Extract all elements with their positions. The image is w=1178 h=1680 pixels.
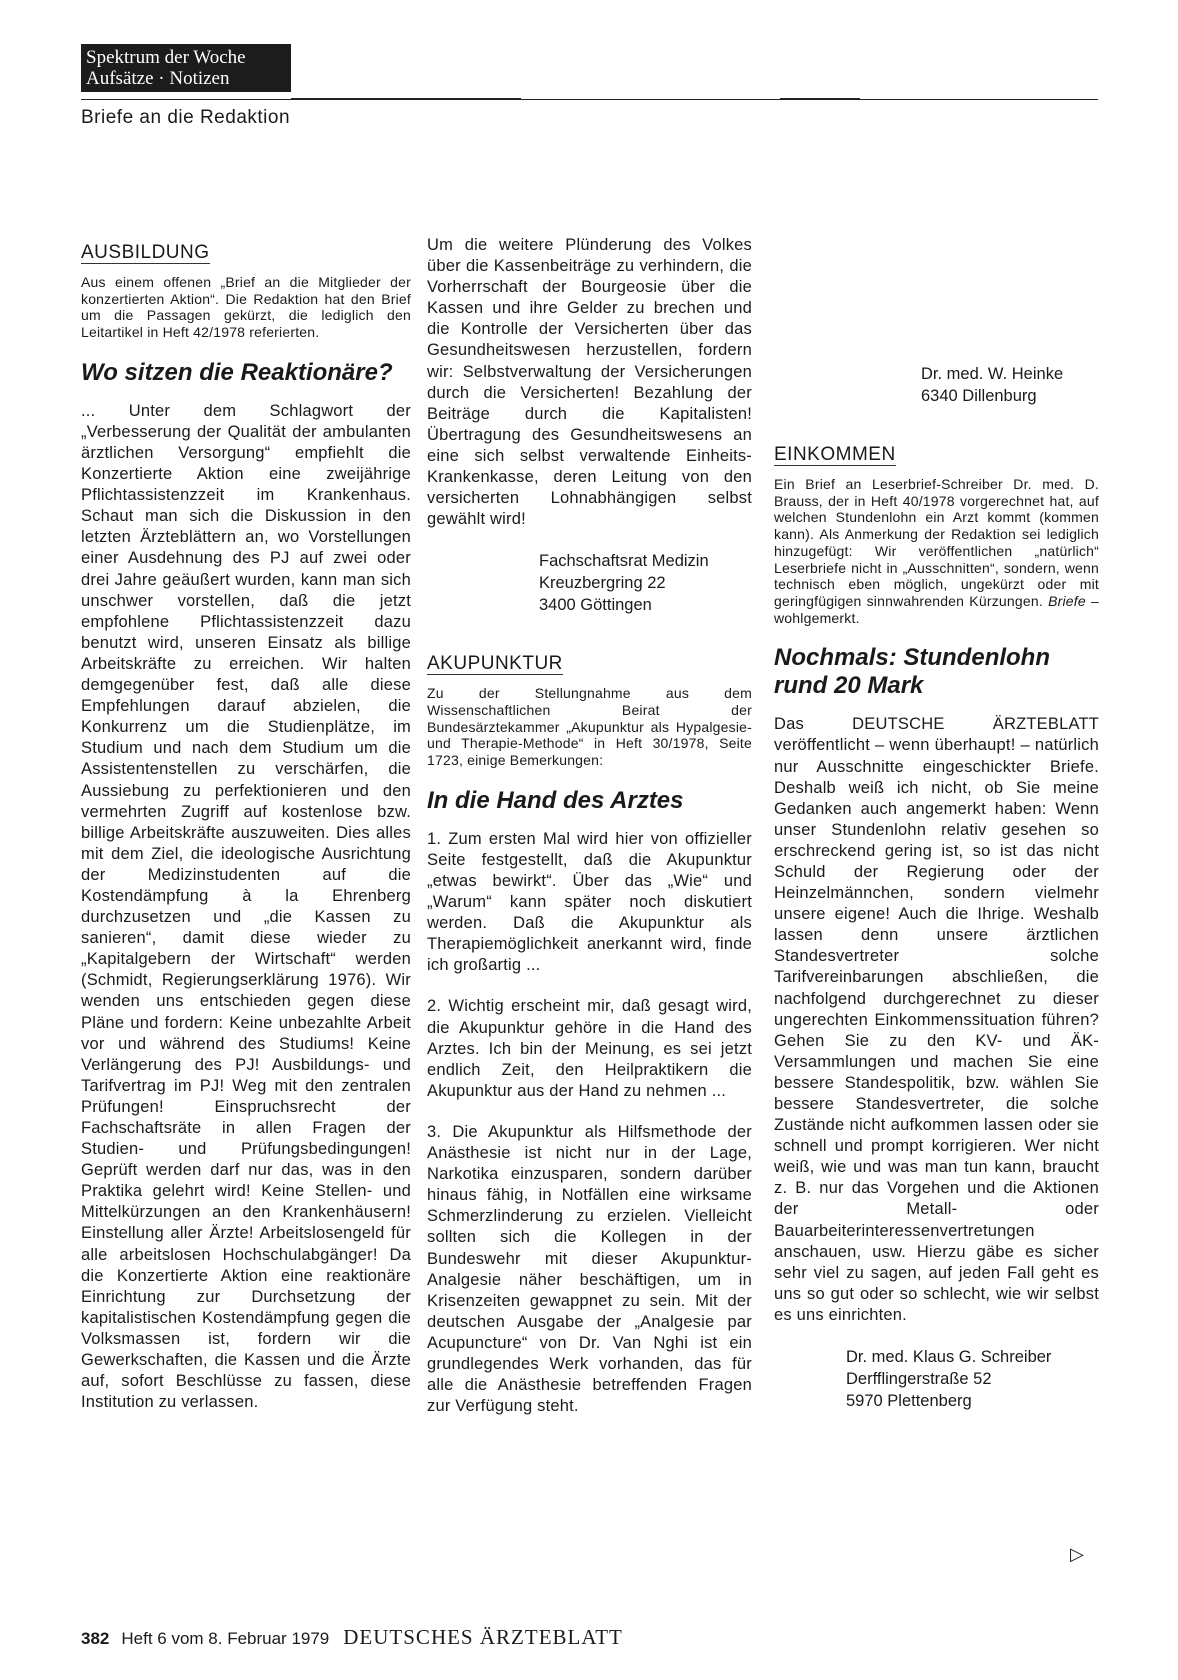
header-rule [81,99,1098,100]
article3-headline: Nochmals: Stundenlohn rund 20 Mark [774,644,1050,700]
sig-line: Derfflingerstraße 52 [846,1370,992,1389]
page-number: 382 [81,1629,110,1648]
article1-intro: Aus einem offenen „Brief an die Mitglieder der konzertierten Aktion“. Die Redaktion hat den Brief um die Passagen gekürzt, die lediglich den Leitartikel in Heft 42/1978 referierten. [81,274,411,341]
article1-body-1: ... Unter dem Schlagwort der „Verbesserung der Qualität der ambulanten ärztlichen Versorgung“ empfiehlt die Konzertierte Aktion eine zweijährige Pflichtassistenzzeit im Krankenhaus. Schaut man sich die Diskussion in den letzten Ärzteblättern an, wo Vorstellungen einer Ausdehnung des PJ auf zwei oder drei Jahre geäußert wurden, kann man sich unschwer vorstellen, daß die jetzt empfohlene Pflichtassistenzzeit dazu benutzt wird, unseren Einsatz als billige Arbeitskräfte zu erreichen. Wir halten demgegenüber fest, daß alle diese Empfehlungen darauf abzielen, die Konkurrenz um die Studienplätze, im Studium und nach dem Studium um die Assistentenstellen zu verschärfen, die Aussiebung zu perfektionieren und den vermehrten Zugriff auf kostenlose bzw. billige Arbeitskräfte auszuweiten. Dies alles mit dem Ziel, die ideologische Ausrichtung der Medizinstudenten auf die Kostendämpfung à la Ehrenberg durchzusetzen und „die Kassen zu sanieren“, damit diese wieder zu „Kapitalgebern der Wirtschaft“ werden (Schmidt, Regierungserklärung 1976). Wir wenden uns entschieden gegen diese Pläne und fordern: Keine unbezahlte Arbeit vor und während des Studiums! Keine Verlängerung des PJ! Ausbildungs- und Tarifvertrag im PJ! Weg mit den zentralen Prüfungen! Einspruchsrecht der Fachschaftsräte in allen Fragen der Studien- und Prüfungsbedingungen! Geprüft werden darf nur das, was in den Praktika gelehrt wird! Keine Stellen- und Mittelkürzungen an den Krankenhäusern! Einstellung aller Ärzte! Arbeitslosengeld für alle arbeitslosen Hochschulabgänger! Da die Konzertierte Aktion eine reaktionäre Einrichtung zur Durchsetzung der kapitalistischen Kostendämpfung gegen die Volksmassen ist, fordern wir die Gewerkschaften, die Kassen und die Ärzte auf, sofort Beschlüsse zu fassen, diese Institution zu verlassen. [81,401,411,1412]
article2-intro: Zu der Stellungnahme aus dem Wissenschaftlichen Beirat der Bundesärztekammer „Akupunktur als Hypalgesie- und Therapie-Methode“ in Heft 30/1978, Seite 1723, einige Bemerkungen: [427,685,752,769]
sig-line: Dr. med. Klaus G. Schreiber [846,1348,1052,1367]
badge-line-1: Spektrum der Woche [86,47,246,68]
article3-intro [774,476,1099,626]
article2-para-2: 2. Wichtig erscheint mir, daß gesagt wird, die Akupunktur gehöre in die Hand des Arztes. Ich bin der Meinung, es sei jetzt endlich Zeit, den Heilpraktikern die Akupunktur aus der Hand zu nehmen ... [427,997,752,1100]
article3-body: Das DEUTSCHE ÄRZTEBLATT veröffentlicht – wenn überhaupt! – natürlich nur Ausschnitte eingeschickter Briefe. Deshalb weiß ich nicht, ob Sie meine Gedanken auch angemerkt haben: Wenn unser Stundenlohn relativ gesehen so erschreckend gering ist, so ist das nicht Schuld der Regierung oder der Heinzelmännchen, sondern vielmehr unsere eigene! Auch die Ihrige. Weshalb lassen denn unsere ärztlichen Standesvertreter solche Tarifvereinbarungen abschließen, die nachfolgend durchgerechnet zu dieser ungerechten Einkommenssituation führen? Gehen Sie zu den KV- und ÄK-Versammlungen und machen Sie eine bessere Standespolitik, bzw. wählen Sie bessere Standesvertreter, die solche Zustände nicht aufkommen lassen oder sie schnell und prompt korrigieren. Wer nicht weiß, wie und was man tun kann, braucht z. B. nur das Vorgehen und die Aktionen der Metall- oder Bauarbeiterinteressenvertretungen anschauen, usw. Hierzu gäbe es sicher sehr viel zu sagen, auf jeden Fall geht es uns so gut oder so schlecht, wie wir selbst es uns einrichten. [774,715,1099,1324]
sig-line: 5970 Plettenberg [846,1392,972,1411]
article1-body-2: Um die weitere Plünderung des Volkes über die Kassenbeiträge zu verhindern, die Vorherrschaft der Bourgeosie über die Kassen und ihre Gelder zu brechen und die Kontrolle der Versicherten über das Gesundheitswesen herzustellen, fordern wir: Selbstverwaltung der Versicherungen durch die Versicherten! Bezahlung der Beiträge durch die Kapitalisten! Übertragung des Gesundheitswesens an eine sich selbst verwaltende Einheits-Krankenkasse, deren Leitung von den versicherten Lohnabhängigen selbst gewählt wird! [427,236,752,529]
kicker-akupunktur: AKUPUNKTUR [427,653,563,675]
sig-line: Fachschaftsrat Medizin [539,552,709,571]
column-2 [427,236,752,1437]
badge-line-2: Aufsätze · Notizen [86,68,230,89]
article3-signature [774,1346,1099,1412]
header-rule-accent-2 [780,98,860,100]
article1-headline: Wo sitzen die Reaktionäre? [81,358,393,386]
kicker-einkommen: EINKOMMEN [774,444,896,465]
section-badge [81,44,291,92]
page-footer [81,1625,623,1650]
header-rule-accent-1 [291,98,521,100]
column-1 [81,243,411,1433]
article2-para-1: 1. Zum ersten Mal wird hier von offizieller Seite festgestellt, daß die Akupunktur „etwas bewirkt“. Über das „Wie“ und „Warum“ kann später noch diskutiert werden. Daß die Akupunktur als Therapiemöglichkeit anerkannt wird, finde ich großartig ... [427,829,752,975]
sig-line: 6340 Dillenburg [921,387,1037,405]
section-title: Briefe an die Redaktion [81,107,291,128]
issue-info: Heft 6 vom 8. Februar 1979 [121,1629,330,1648]
article1-signature [427,550,752,616]
column-3 [774,243,1099,1450]
journal-name: DEUTSCHES ÄRZTEBLATT [343,1625,623,1649]
article3-intro-text: Ein Brief an Leserbrief-Schreiber Dr. med. D. Brauss, der in Heft 40/1978 vorgerechnet hat, auf welchen Stundenlohn ein Arzt kommt (kommen kann). Als Anmerkung der Redaktion sei lediglich hinzugefügt: Wir veröffentlichen „natürlich“ Leserbriefe nicht in „Ausschnitten“, sondern, wenn technisch eben möglich, ungekürzt oder mit geringfügigen sinnwahrenden Kürzungen. [774,476,1099,609]
sig-line: Dr. med. W. Heinke [921,365,1064,383]
article3-intro-italic: Briefe [1048,592,1086,609]
sig-line: 3400 Göttingen [539,596,652,615]
article2-signature [774,363,1099,407]
kicker-ausbildung: AUSBILDUNG [81,242,210,263]
article2-para-3: 3. Die Akupunktur als Hilfsmethode der Anästhesie ist nicht nur in der Lage, Narkotika einzusparen, sondern darüber hinaus fähig, in Notfällen eine wirksame Schmerzlinderung zu erzielen. Vielleicht sollten sich die Kollegen in der Bundeswehr mit dieser Akupunktur-Analgesie näher beschäftigen, um in Krisenzeiten gewappnet zu sein. Mit der deutschen Ausgabe der „Analgesie par Acupuncture“ von Dr. Van Nghi ist ein grundlegendes Werk vorhanden, das für alle die Anästhesie betreffenden Fragen zur Verfügung steht. [427,1122,752,1416]
continue-arrow-icon: ▷ [1070,1544,1084,1564]
sig-line: Kreuzbergring 22 [539,574,666,593]
article2-headline: In die Hand des Arztes [427,786,684,814]
article3-intro-end: – wohlgemerkt. [774,592,1100,626]
